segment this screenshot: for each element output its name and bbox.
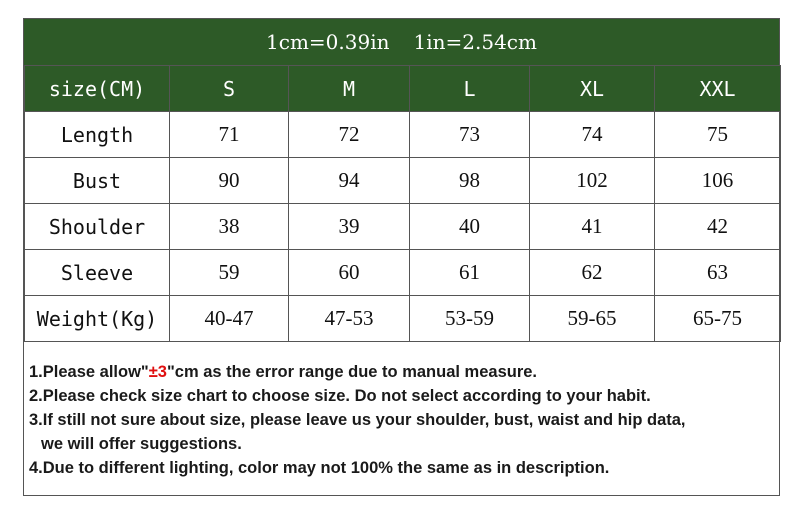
table-cell: 61: [410, 250, 530, 296]
table-cell: 63: [655, 250, 781, 296]
header-size-l: L: [410, 66, 530, 112]
table-cell: 59: [170, 250, 289, 296]
table-cell: 90: [170, 158, 289, 204]
table-cell: 62: [530, 250, 655, 296]
table-row: [25, 296, 781, 342]
size-table: [24, 65, 781, 342]
table-cell: 42: [655, 204, 781, 250]
in-to-cm-text: 1in=2.54cm: [413, 30, 537, 54]
table-cell: 65-75: [655, 296, 781, 342]
table-cell: 60: [289, 250, 410, 296]
table-row: [25, 158, 781, 204]
table-row: [25, 112, 781, 158]
table-cell: 41: [530, 204, 655, 250]
note-3-line-1: 3.If still not sure about size, please leave us your shoulder, bust, waist and hip data,: [29, 411, 686, 429]
table-row: [25, 204, 781, 250]
table-cell: 98: [410, 158, 530, 204]
row-label-weight: Weight(Kg): [25, 296, 170, 342]
header-size-s: S: [170, 66, 289, 112]
table-cell: 38: [170, 204, 289, 250]
header-size-xl: XL: [530, 66, 655, 112]
note-3-line-2: we will offer suggestions.: [41, 435, 242, 453]
table-cell: 94: [289, 158, 410, 204]
note-1-start: 1.Please allow": [29, 363, 149, 381]
table-cell: 40: [410, 204, 530, 250]
row-label-sleeve: Sleeve: [25, 250, 170, 296]
header-size-cm: size(CM): [25, 66, 170, 112]
table-cell: 39: [289, 204, 410, 250]
table-row: [25, 250, 781, 296]
header-size-m: M: [289, 66, 410, 112]
table-cell: 40-47: [170, 296, 289, 342]
unit-conversion-bar: [24, 19, 779, 66]
table-cell: 75: [655, 112, 781, 158]
note-4: 4.Due to different lighting, color may not 100% the same as in description.: [29, 459, 610, 477]
cm-to-in-text: 1cm=0.39in: [266, 30, 390, 54]
error-range-highlight: ±3: [148, 363, 167, 381]
row-label-shoulder: Shoulder: [25, 204, 170, 250]
row-label-bust: Bust: [25, 158, 170, 204]
row-label-length: Length: [25, 112, 170, 158]
table-cell: 59-65: [530, 296, 655, 342]
note-1-end: "cm as the error range due to manual measure.: [166, 363, 538, 381]
table-cell: 106: [655, 158, 781, 204]
size-header-row: [25, 66, 781, 112]
table-cell: 72: [289, 112, 410, 158]
table-cell: 102: [530, 158, 655, 204]
size-notes: [29, 360, 774, 480]
header-size-xxl: XXL: [655, 66, 781, 112]
note-2: 2.Please check size chart to choose size. Do not select according to your habit.: [29, 387, 651, 405]
table-cell: 74: [530, 112, 655, 158]
table-cell: 47-53: [289, 296, 410, 342]
table-cell: 53-59: [410, 296, 530, 342]
table-cell: 71: [170, 112, 289, 158]
table-cell: 73: [410, 112, 530, 158]
note-1: [29, 360, 774, 384]
